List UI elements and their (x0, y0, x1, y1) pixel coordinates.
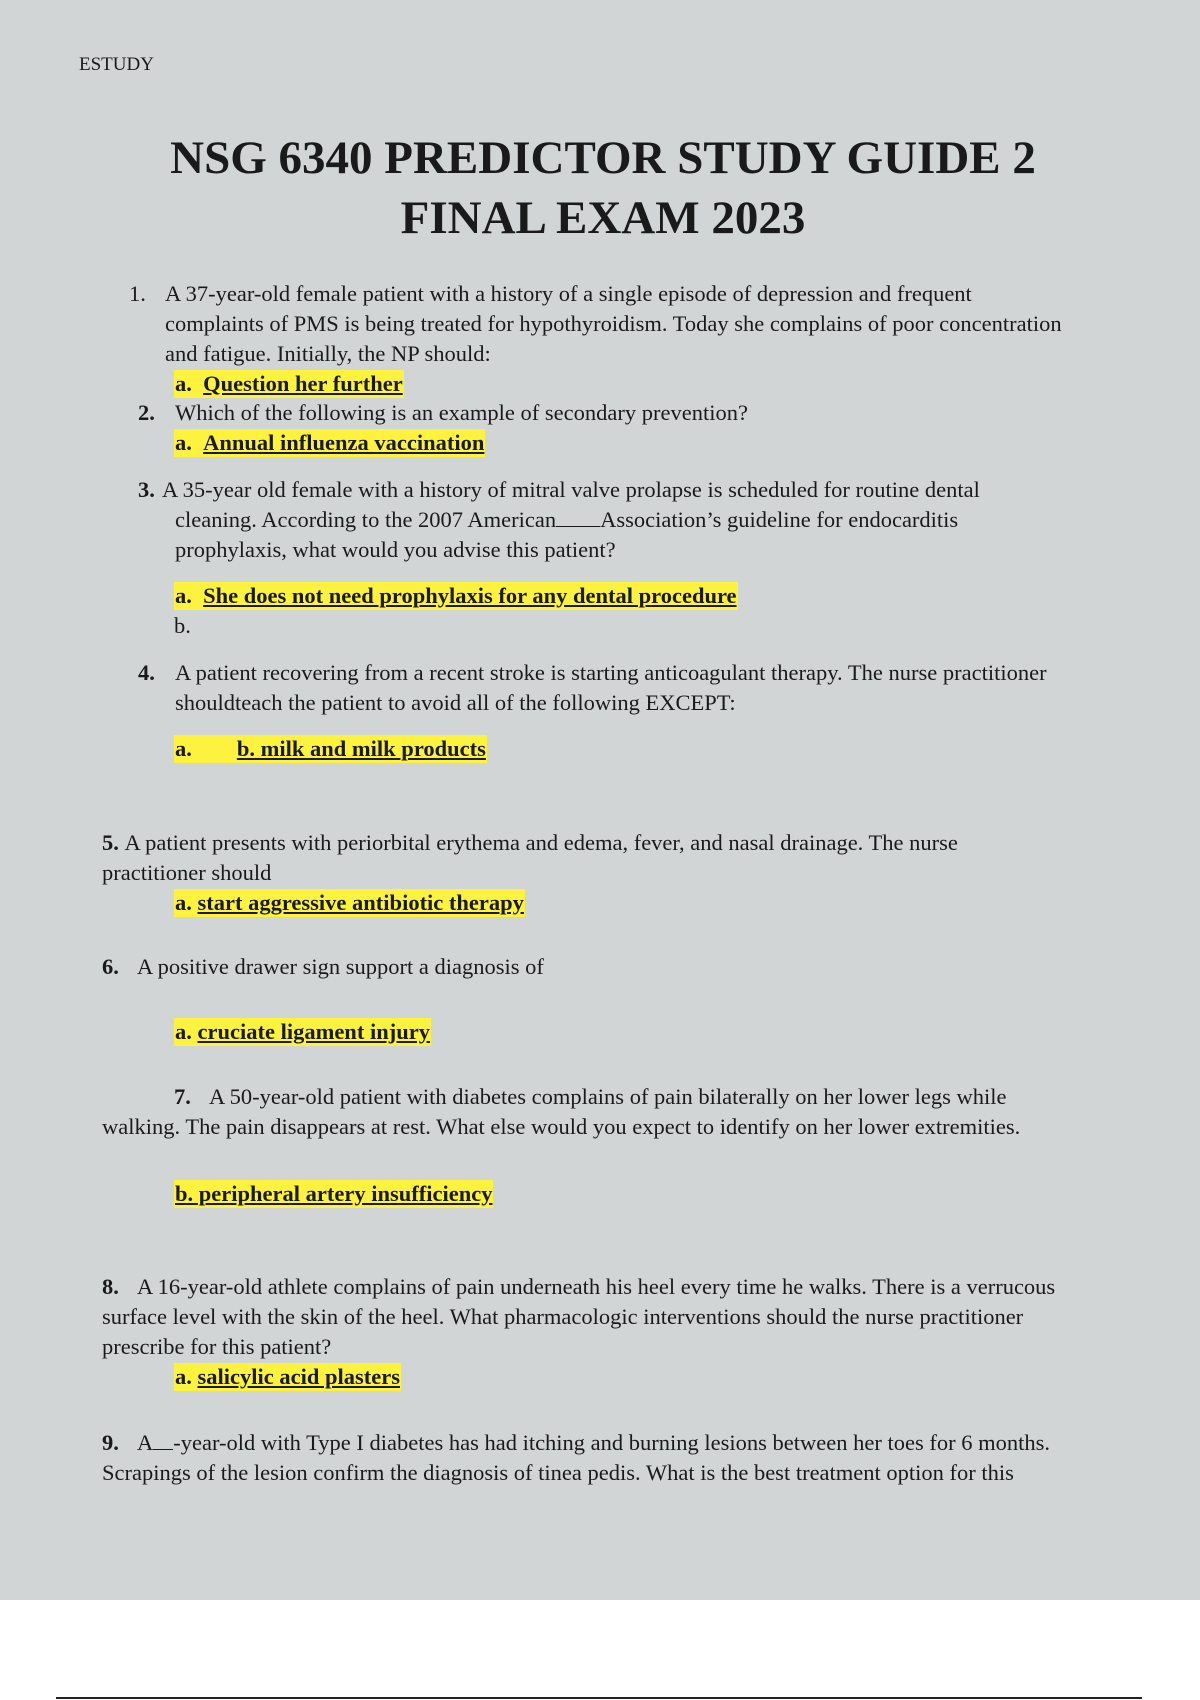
question-3-option-b: b. (174, 613, 191, 638)
question-7-answer (174, 1180, 493, 1208)
question-6-answer (174, 1018, 431, 1046)
question-1-answer-letter: a. (175, 371, 192, 396)
question-1-line-1: A 37-year-old female patient with a history of a single episode of depression and frequent (165, 281, 972, 306)
fill-in-blank (153, 1429, 173, 1450)
question-1-answer (174, 370, 404, 398)
document-title-line-1: NSG 6340 PREDICTOR STUDY GUIDE 2 (170, 132, 1036, 184)
question-6-line-1: A positive drawer sign support a diagnosis of (137, 954, 544, 979)
question-7-answer-text: b. peripheral artery insufficiency (175, 1181, 493, 1206)
question-1-answer-text: Question her further (203, 371, 403, 396)
question-4-answer-letter: a. (175, 736, 192, 761)
question-3-line-2-start: cleaning. According to the 2007 American (175, 507, 557, 532)
question-5-line-2: practitioner should (102, 860, 272, 885)
question-3-line-1: A 35-year old female with a history of mitral valve prolapse is scheduled for routine dental (162, 477, 980, 502)
question-8-line-2: surface level with the skin of the heel. What pharmacologic interventions should the nurse practitioner (102, 1304, 1024, 1329)
question-4-answer (174, 735, 487, 763)
question-4-line-1: A patient recovering from a recent stroke is starting anticoagulant therapy. The nurse practitioner (175, 660, 1047, 685)
question-1-line-3: and fatigue. Initially, the NP should: (165, 341, 491, 366)
question-7-line-1: A 50-year-old patient with diabetes complains of pain bilaterally on her lower legs while (209, 1084, 1007, 1109)
header-brand: ESTUDY (79, 54, 154, 75)
question-5-line-1-text: A patient presents with periorbital erythema and edema, fever, and nasal drainage. The nurse (124, 830, 958, 855)
question-5-answer (174, 889, 525, 917)
question-8-line-1: A 16-year-old athlete complains of pain underneath his heel every time he walks. There is a verrucous (137, 1274, 1056, 1299)
question-3-line-3: prophylaxis, what would you advise this patient? (175, 537, 616, 562)
question-8-answer-letter: a. (175, 1364, 192, 1389)
question-5-answer-text: start aggressive antibiotic therapy (197, 890, 524, 915)
question-8-line-3: prescribe for this patient? (102, 1334, 332, 1359)
question-3-answer-text: She does not need prophylaxis for any dental procedure (203, 583, 737, 608)
question-8-answer (174, 1363, 401, 1391)
fill-in-blank (556, 506, 600, 527)
question-2-answer-letter: a. (175, 430, 192, 455)
question-1-line-2: complaints of PMS is being treated for hypothyroidism. Today she complains of poor concentration (165, 311, 1062, 336)
question-3-number: 3. (138, 477, 155, 502)
question-5-number: 5. (102, 830, 119, 855)
question-9-line-1-end: -year-old with Type I diabetes has had itching and burning lesions between her toes for 6 months. (173, 1430, 1050, 1455)
question-8-number: 8. (102, 1274, 119, 1299)
question-6-answer-letter: a. (175, 1019, 192, 1044)
question-2-answer-text: Annual influenza vaccination (203, 430, 485, 455)
question-5-line-1 (102, 828, 958, 858)
question-9-line-1 (137, 1428, 1050, 1458)
question-8-answer-text: salicylic acid plasters (197, 1364, 400, 1389)
question-4-line-2: shouldteach the patient to avoid all of the following EXCEPT: (175, 690, 736, 715)
question-4-number: 4. (138, 660, 155, 685)
question-9-line-1-start: A (137, 1430, 154, 1455)
question-2-answer (174, 429, 485, 457)
document-title-line-2: FINAL EXAM 2023 (400, 192, 806, 244)
question-3-line-2 (175, 505, 958, 535)
question-7-number: 7. (174, 1084, 191, 1109)
question-5-answer-letter: a. (175, 890, 192, 915)
question-9-number: 9. (102, 1430, 119, 1455)
question-6-number: 6. (102, 954, 119, 979)
question-1-number: 1. (129, 281, 146, 306)
question-6-answer-text: cruciate ligament injury (197, 1019, 430, 1044)
question-2-line-1: Which of the following is an example of secondary prevention? (175, 400, 748, 425)
question-4-answer-text: b. milk and milk products (236, 736, 486, 761)
question-2-number: 2. (138, 400, 155, 425)
question-7-line-2: walking. The pain disappears at rest. What else would you expect to identify on her lower extremities. (102, 1114, 1021, 1139)
question-3-line-2-end: Association’s guideline for endocarditis (600, 507, 959, 532)
question-9-line-2: Scrapings of the lesion confirm the diagnosis of tinea pedis. What is the best treatment option for this (102, 1460, 1014, 1485)
question-3-answer (174, 582, 738, 610)
footer-rule (56, 1697, 1142, 1699)
question-3-answer-letter: a. (175, 583, 192, 608)
